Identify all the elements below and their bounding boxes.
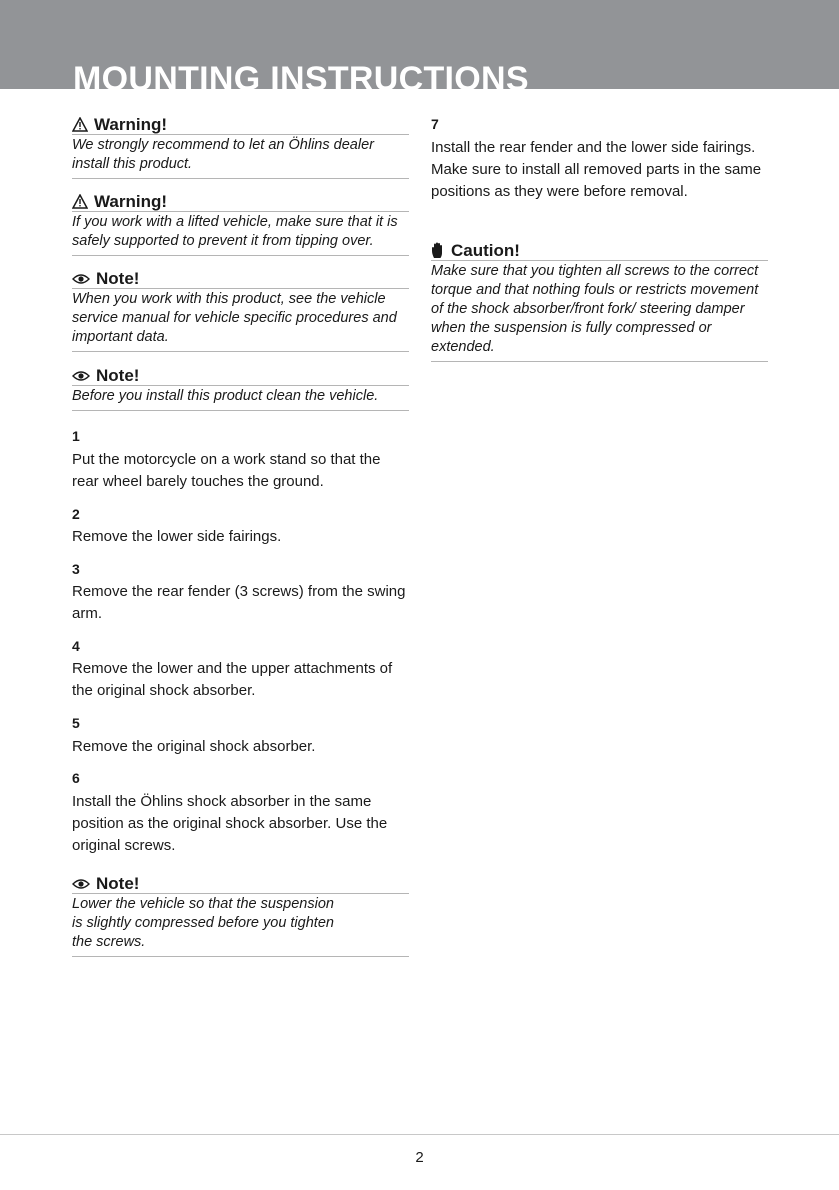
notice-text: Before you install this product clean the vehicle. xyxy=(72,386,409,411)
note-notice xyxy=(72,874,409,957)
notice-text: If you work with a lifted vehicle, make sure that it is safely supported to prevent it from tipping over. xyxy=(72,212,409,256)
notice-text: Lower the vehicle so that the suspension is slightly compressed before you tighten the screws. xyxy=(72,894,409,957)
warning-notice xyxy=(72,115,409,179)
step-text: Remove the original shock absorber. xyxy=(72,738,316,755)
step-text: Install the rear fender and the lower side fairings. Make sure to install all removed parts in the same positions as they were before removal. xyxy=(431,139,762,200)
notice-title: Note! xyxy=(96,366,140,385)
step-text: Remove the lower side fairings. xyxy=(72,528,282,545)
notice-title: Note! xyxy=(96,874,140,893)
page-title: MOUNTING INSTRUCTIONS xyxy=(73,60,529,89)
notice-title: Warning! xyxy=(94,115,168,134)
step-number: 2 xyxy=(72,506,80,522)
note-notice xyxy=(72,366,409,411)
step-number: 5 xyxy=(72,715,80,731)
hand-stop-icon xyxy=(431,242,445,259)
notice-title: Caution! xyxy=(451,241,520,260)
note-notice xyxy=(72,269,409,352)
warning-notice xyxy=(72,192,409,256)
caution-notice xyxy=(431,241,768,362)
step-text: Remove the lower and the upper attachments of the original shock absorber. xyxy=(72,660,393,699)
notice-text: Make sure that you tighten all screws to the correct torque and that nothing fouls or restricts movement of the shock absorber/front fork/ steering damper when the suspension is fully compressed or extended. xyxy=(431,261,768,362)
warning-triangle-icon xyxy=(72,117,88,132)
page-header xyxy=(0,0,839,89)
eye-icon xyxy=(72,370,90,382)
footer-divider xyxy=(0,1134,839,1135)
step-text: Remove the rear fender (3 screws) from the swing arm. xyxy=(72,583,406,622)
step-text: Install the Öhlins shock absorber in the same position as the original shock absorber. Use the original screws. xyxy=(72,793,388,854)
notice-text: We strongly recommend to let an Öhlins dealer install this product. xyxy=(72,135,409,179)
notice-title: Note! xyxy=(96,269,140,288)
step-number: 4 xyxy=(72,638,80,654)
eye-icon xyxy=(72,273,90,285)
notice-text: When you work with this product, see the vehicle service manual for vehicle specific procedures and important data. xyxy=(72,289,409,352)
step-number: 1 xyxy=(72,428,80,444)
step-number: 6 xyxy=(72,770,80,786)
step-text: Put the motorcycle on a work stand so that the rear wheel barely touches the ground. xyxy=(72,451,381,490)
eye-icon xyxy=(72,878,90,890)
page-number: 2 xyxy=(415,1149,424,1166)
step-number: 7 xyxy=(431,116,439,132)
notice-title: Warning! xyxy=(94,192,168,211)
warning-triangle-icon xyxy=(72,194,88,209)
step-number: 3 xyxy=(72,561,80,577)
